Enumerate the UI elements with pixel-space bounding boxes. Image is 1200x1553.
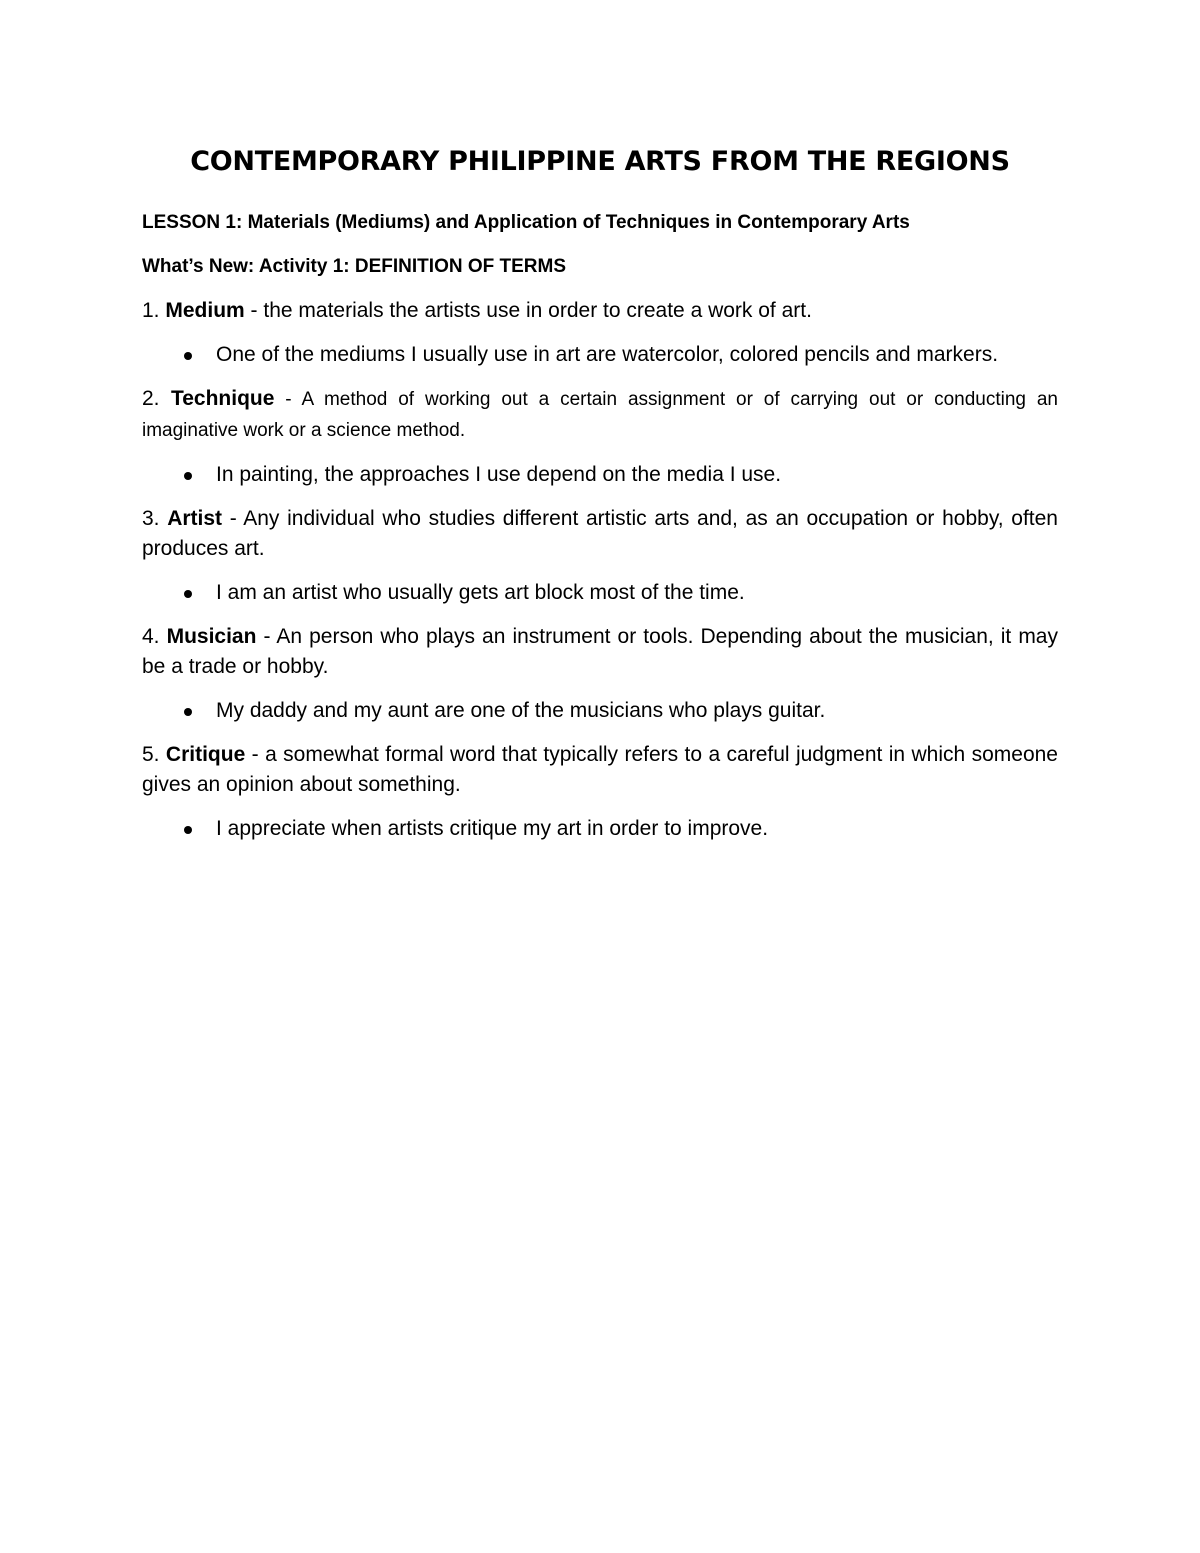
example-text: I appreciate when artists critique my art in order to improve. xyxy=(216,817,769,840)
term-name: Technique xyxy=(170,387,275,410)
term-definition: - the materials the artists use in order to create a work of art. xyxy=(244,299,812,322)
term-technique xyxy=(142,384,1058,446)
list-item xyxy=(142,460,1058,490)
document-content xyxy=(142,140,1058,858)
term-definition: - Any individual who studies different artistic arts and, as an occupation or hobby, often produces art. xyxy=(142,507,1058,560)
example-list xyxy=(142,696,1058,726)
bullet-icon xyxy=(184,708,192,716)
term-definition: - A method of working out a certain assignment or of carrying out or conducting an imaginative work or a science method. xyxy=(142,389,1058,441)
document-title: CONTEMPORARY PHILIPPINE ARTS FROM THE REGIONS xyxy=(190,146,1010,177)
bullet-icon xyxy=(184,590,192,598)
term-number: 5. xyxy=(142,743,160,766)
term-artist xyxy=(142,504,1058,564)
list-item xyxy=(142,814,1058,844)
lesson-heading: LESSON 1: Materials (Mediums) and Application of Techniques in Contemporary Arts xyxy=(142,212,910,233)
example-text: In painting, the approaches I use depend on the media I use. xyxy=(216,463,782,486)
term-critique xyxy=(142,740,1058,800)
example-text: One of the mediums I usually use in art are watercolor, colored pencils and markers. xyxy=(216,343,999,366)
bullet-icon xyxy=(184,472,192,480)
example-list xyxy=(142,814,1058,844)
term-musician xyxy=(142,622,1058,682)
term-name: Critique xyxy=(165,743,246,766)
term-medium xyxy=(142,296,1058,326)
list-item xyxy=(142,578,1058,608)
activity-heading: What’s New: Activity 1: DEFINITION OF TERMS xyxy=(142,256,567,277)
term-name: Artist xyxy=(167,507,223,530)
example-text: My daddy and my aunt are one of the musicians who plays guitar. xyxy=(216,699,826,722)
example-list xyxy=(142,578,1058,608)
term-definition: - a somewhat formal word that typically refers to a careful judgment in which someone gives an opinion about something. xyxy=(142,743,1058,796)
example-text: I am an artist who usually gets art block most of the time. xyxy=(216,581,745,604)
term-number: 2. xyxy=(142,387,160,410)
bullet-icon xyxy=(184,826,192,834)
term-number: 4. xyxy=(142,625,160,648)
term-number: 1. xyxy=(142,299,160,322)
term-number: 3. xyxy=(142,507,160,530)
example-list xyxy=(142,460,1058,490)
list-item xyxy=(142,340,1058,370)
bullet-icon xyxy=(184,352,192,360)
term-name: Medium xyxy=(165,299,245,322)
list-item xyxy=(142,696,1058,726)
term-definition: - An person who plays an instrument or tools. Depending about the musician, it may be a trade or hobby. xyxy=(142,625,1058,678)
example-list xyxy=(142,340,1058,370)
term-name: Musician xyxy=(166,625,257,648)
